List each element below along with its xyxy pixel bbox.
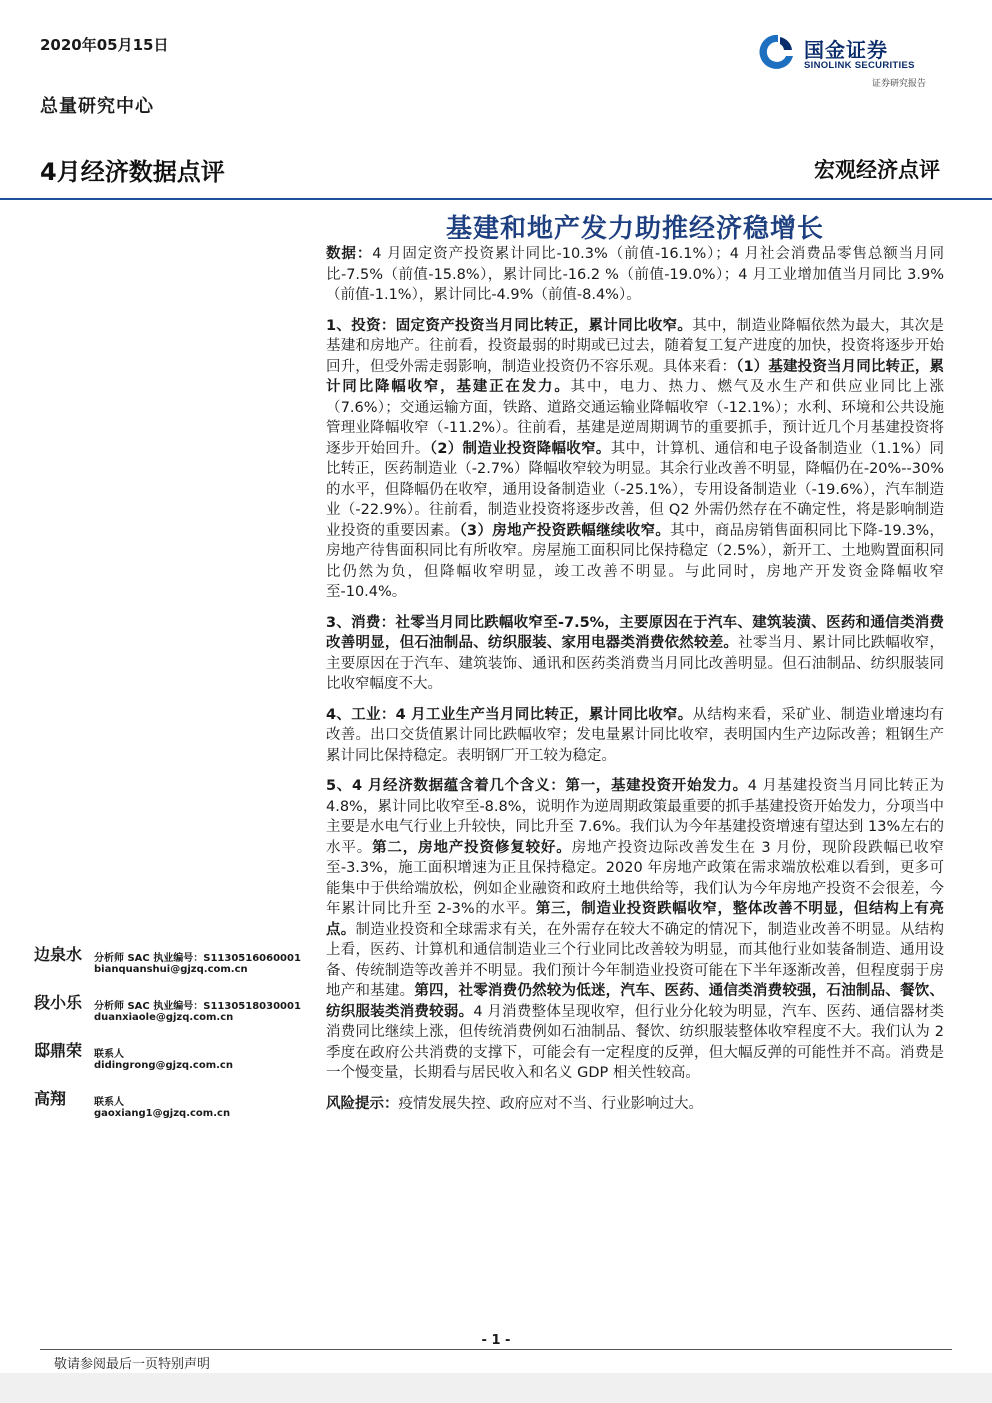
analyst-role: 联系人: [94, 1097, 124, 1108]
text-segment: 疫情发展失控、政府应对不当、行业影响过大。: [398, 1095, 703, 1112]
text-segment: 其中，制造业降幅依然为最大，其次是基建和房地产。往前看，投资最弱的时期或已过去，随着复工复产进度的加快，投资将逐步开始回升，但受外需走弱影响，制造业投资仍不容乐观。具体来看：: [326, 317, 944, 375]
bold-text-segment: 1、投资：固定资产投资当月同比转正，累计同比收窄。: [326, 317, 693, 334]
report-title: 4月经济数据点评: [40, 158, 225, 186]
analyst-entry: [34, 942, 314, 990]
page-bottom-band: [0, 1373, 992, 1403]
text-segment: 社零当月、累计同比跌幅收窄，主要原因在于汽车、建筑装饰、通讯和医药类消费当月同比改善明显。但石油制品、纺织服装同比收窄幅度不大。: [326, 635, 945, 692]
analyst-email: duanxiaole@gjzq.com.cn: [94, 1012, 234, 1023]
body-paragraph: [326, 244, 944, 306]
body-paragraph: [326, 613, 944, 695]
bold-text-segment: 数据：: [326, 246, 373, 262]
analyst-name: 邸鼎荣: [34, 1041, 83, 1060]
bold-text-segment: 风险提示：: [326, 1095, 399, 1112]
company-logo: [756, 30, 956, 90]
analyst-name: 高翔: [34, 1089, 67, 1108]
body-paragraph: [326, 776, 944, 1084]
analyst-role: 分析师 SAC 执业编号：S1130516060001: [94, 953, 301, 964]
bold-text-segment: （2）制造业投资降幅收窄。: [429, 440, 611, 457]
logo-english-name: SINOLINK SECURITIES: [804, 60, 915, 71]
report-body: [326, 244, 944, 1124]
body-paragraph: [326, 316, 944, 603]
bold-text-segment: 第四，社零消费仍然较为低迷，汽车、医药、通信类消费较强，石油制品、餐饮、纺织服装类消费较弱。: [326, 983, 945, 1020]
report-type: 宏观经济点评: [814, 157, 940, 182]
text-segment: 其中，计算机、通信和电子设备制造业（1.1%）同比转正，医药制造业（-2.7%）降幅收窄较为明显。其余行业改善不明显，降幅仍在-20%--30%的水平，但降幅仍在收窄，通用设备制造业（-25.1%），专用设备制造业（-19.6%），汽车制造业（-22.9%）。往前看，制造业投资将逐步改善，但 Q2 外需仍然存在不确定性，将是影响制造业投资的重要因素。: [326, 440, 945, 539]
analyst-email: gaoxiang1@gjzq.com.cn: [94, 1108, 231, 1119]
text-segment: 制造业投资和全球需求有关，在外需存在较大不确定的情况下，制造业改善不明显。从结构上看，医药、计算机和通信制造业三个行业同比改善较为明显，而其他行业如装备制造、通用设备、传统制造等改善并不明显。我们预计今年制造业投资可能在下半年逐渐改善，但程度弱于房地产和基建。: [326, 921, 945, 999]
analyst-name: 边泉水: [34, 945, 83, 964]
sinolink-logo-icon: [756, 32, 796, 72]
text-segment: 其中，电力、热力、燃气及水生产和供应业同比上涨（7.6%）；交通运输方面，铁路、道路交通运输业降幅收窄（-12.1%）；水利、环境和公共设施管理业降幅收窄（-11.2%）。往前看，基建是逆周期调节的重要抓手，预计近几个月基建投资将逐步开始回升。: [326, 379, 945, 457]
bold-text-segment: （1）基建投资当月同比转正，累计同比降幅收窄，基建正在发力。: [326, 358, 944, 395]
research-center-name: 总量研究中心: [40, 96, 154, 117]
text-segment: 4 月消费整体呈现收窄，但行业分化较为明显，汽车、医药、通信器材类消费同比继续上涨，但传统消费例如石油制品、餐饮、纺织服装整体收窄程度不大。我们认为 2 季度在政府公共消费的支撑下，可能会有一定程度的反弹，但大幅反弹的可能性并不高。消费是一个慢变量，长期看与居民收入和名义 GDP 相关性较高。: [326, 1003, 944, 1081]
page-number: - 1 -: [481, 1333, 511, 1348]
bold-text-segment: 4、工业：4 月工业生产当月同比转正，累计同比收窄。: [326, 706, 693, 723]
footer-divider: [40, 1349, 952, 1350]
bold-text-segment: 3、消费：社零当月同比跌幅收窄至-7.5%，主要原因在于汽车、建筑装潢、医药和通信类消费改善明显，但石油制品、纺织服装、家用电器类消费依然较差。: [326, 614, 944, 651]
text-segment: 4 月基建投资当月同比转正为 4.8%，累计同比收窄至-8.8%，说明作为逆周期政策最重要的抓手基建投资开始发力，分项当中主要是水电气行业上升较快，同比升至 7.6%。我们认为今年基建投资增速有望达到 13%左右的水平。: [326, 778, 944, 856]
analyst-email: bianquanshui@gjzq.com.cn: [94, 964, 248, 975]
analyst-list: [34, 942, 314, 1134]
bold-text-segment: （3）房地产投资跌幅继续收窄。: [459, 522, 671, 539]
header-divider: [0, 198, 992, 200]
analyst-entry: [34, 1038, 314, 1086]
main-headline: 基建和地产发力助推经济稳增长: [445, 214, 824, 244]
body-paragraph: [326, 1094, 944, 1115]
analyst-entry: [34, 1086, 314, 1134]
text-segment: 其中，商品房销售面积同比下降-19.3%，房地产待售面积同比有所收窄。房屋施工面积同比保持稳定（2.5%），新开工、土地购置面积同比仍然为负，但降幅收窄明显，竣工改善不明显。与此同时，房地产开发资金降幅收窄至-10.4%。: [326, 522, 945, 600]
logo-chinese-name: 国金证券: [804, 38, 888, 62]
bold-text-segment: 第二，房地产投资修复较好。: [372, 839, 572, 856]
logo-subtitle: 证券研究报告: [872, 79, 927, 89]
analyst-role: 联系人: [94, 1049, 124, 1060]
analyst-role: 分析师 SAC 执业编号：S1130518030001: [94, 1001, 301, 1012]
analyst-name: 段小乐: [34, 993, 83, 1012]
body-paragraph: [326, 705, 944, 767]
text-segment: 从结构来看，采矿业、制造业增速均有改善。出口交货值累计同比跌幅收窄；发电量累计同比收窄，表明国内生产边际改善；粗钢生产累计同比保持稳定。表明钢厂开工较为稳定。: [326, 706, 944, 764]
analyst-email: didingrong@gjzq.com.cn: [94, 1060, 233, 1071]
text-segment: 4 月固定资产投资累计同比-10.3%（前值-16.1%）；4 月社会消费品零售总额当月同比-7.5%（前值-15.8%），累计同比-16.2 %（前值-19.0%）；4 月工业增加值当月同比 3.9%（前值-1.1%），累计同比-4.9%（前值-8.4%）。: [326, 246, 944, 303]
disclaimer-text: 敬请参阅最后一页特别声明: [54, 1357, 211, 1372]
report-date: 2020年05月15日: [40, 36, 169, 54]
bold-text-segment: 第三，制造业投资跌幅收窄，整体改善不明显，但结构上有亮点。: [326, 901, 945, 938]
text-segment: 房地产投资边际改善发生在 3 月份，现阶段跌幅已收窄至-3.3%，施工面积增速为正且保持稳定。2020 年房地产政策在需求端放松难以看到，更多可能集中于供给端放松，例如企业融资和政府土地供给等，我们认为今年房地产投资不会很差，今年累计同比升至 2-3%的水平。: [326, 839, 945, 917]
analyst-entry: [34, 990, 314, 1038]
bold-text-segment: 5、4 月经济数据蕴含着几个含义：第一，基建投资开始发力。: [326, 778, 748, 794]
